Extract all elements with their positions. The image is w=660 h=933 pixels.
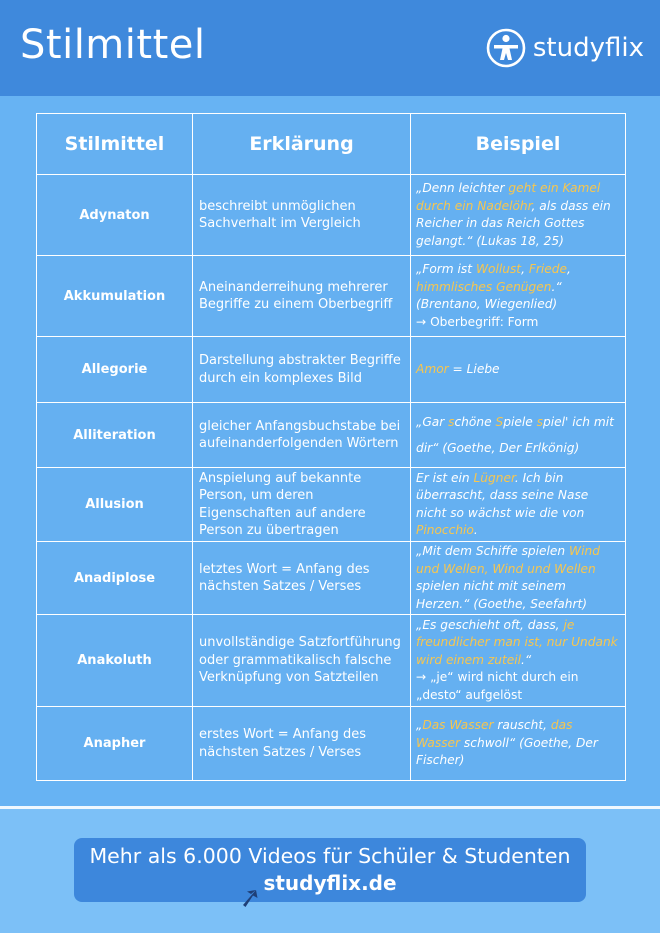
example-highlight: Friede	[528, 262, 567, 276]
example-highlight: Amor	[416, 361, 449, 376]
example-text: „	[416, 718, 423, 733]
explanation-cell: beschreibt unmöglichen Sachverhalt im Vergleich	[193, 175, 411, 256]
explanation-cell: Aneinanderreihung mehrerer Begriffe zu einem Oberbegriff	[193, 256, 411, 337]
example-text: piele	[503, 415, 537, 429]
stilmittel-table	[36, 113, 625, 780]
term-cell: Alliteration	[37, 403, 193, 468]
example-text: .“ (Brentano, Wiegenlied)	[416, 279, 562, 311]
table-row	[37, 256, 626, 337]
term-cell: Allegorie	[37, 337, 193, 403]
table-row	[37, 615, 626, 707]
brand-logo	[485, 26, 644, 70]
example-cell	[411, 707, 626, 781]
example-text: = Liebe	[448, 361, 500, 376]
explanation-cell: gleicher Anfangsbuchstabe bei aufeinanderfolgenden Wörtern	[193, 403, 411, 468]
table-row	[37, 468, 626, 542]
term-cell: Adynaton	[37, 175, 193, 256]
explanation-cell: Anspielung auf bekannte Person, um deren Eigenschaften auf andere Person zu übertragen	[193, 468, 411, 542]
example-text: , als dass ein Reicher in das Reich Gottes gelangt.“ (Lukas 18, 25)	[416, 198, 611, 248]
example-text: „Mit dem Schiffe spielen	[416, 544, 570, 558]
example-cell	[411, 615, 626, 707]
cursor-arrow-icon	[239, 883, 261, 909]
explanation-cell: letztes Wort = Anfang des nächsten Satzes / Verses	[193, 542, 411, 615]
brand-name: studyflix	[532, 33, 644, 63]
explanation-cell: unvollständige Satzfortführung oder grammatikalisch falsche Verknüpfung von Satzteilen	[193, 615, 411, 707]
example-text: → „je“ wird nicht durch ein „desto“ aufgelöst	[416, 670, 579, 702]
example-text: ,	[521, 262, 529, 276]
example-highlight: Pinocchio	[416, 523, 474, 537]
table-row	[37, 337, 626, 403]
example-highlight: geht ein Kamel durch ein Nadelöhr	[416, 181, 601, 213]
example-text: „Denn leichter	[416, 181, 509, 195]
example-highlight: S	[495, 415, 504, 429]
example-text: ,	[566, 262, 571, 276]
term-cell: Anadiplose	[37, 542, 193, 615]
example-text: „Es geschieht oft, dass,	[416, 617, 564, 632]
table-header-row	[37, 114, 626, 175]
term-cell: Anapher	[37, 707, 193, 781]
example-cell	[411, 256, 626, 337]
example-text: → Oberbegriff: Form	[416, 314, 539, 329]
example-cell	[411, 337, 626, 403]
table-row	[37, 707, 626, 781]
example-text: .“	[521, 652, 532, 667]
explanation-cell: erstes Wort = Anfang des nächsten Satzes / Verses	[193, 707, 411, 781]
example-highlight: Wind und Wellen, Wind und Wellen	[416, 544, 600, 576]
table-row	[37, 542, 626, 615]
cta-banner[interactable]	[74, 838, 586, 902]
column-header-beispiel: Beispiel	[411, 114, 626, 175]
term-cell: Anakoluth	[37, 615, 193, 707]
example-highlight: s	[536, 415, 543, 429]
example-highlight: himmlisches Genügen	[416, 279, 552, 294]
example-text: schwoll“ (Goethe, Der Fischer)	[416, 735, 598, 768]
example-text: chöne	[454, 415, 496, 429]
example-text: rauscht,	[493, 718, 551, 733]
example-text: „Gar	[416, 415, 449, 429]
cta-tagline: Mehr als 6.000 Videos für Schüler & Studenten	[89, 844, 571, 868]
example-text: spielen nicht mit seinem Herzen.“ (Goethe, Seefahrt)	[416, 579, 588, 611]
cta-link[interactable]: studyflix.de	[263, 871, 397, 895]
term-cell: Allusion	[37, 468, 193, 542]
column-header-erklaerung: Erklärung	[193, 114, 411, 175]
explanation-cell: Darstellung abstrakter Begriffe durch ein komplexes Bild	[193, 337, 411, 403]
example-cell	[411, 175, 626, 256]
example-highlight: das Wasser	[416, 718, 573, 750]
table-row	[37, 403, 626, 468]
example-highlight: Lügner	[473, 470, 515, 485]
example-text: .	[473, 523, 478, 537]
example-text: „Form ist	[416, 262, 476, 276]
studyflix-logo-icon	[485, 27, 527, 69]
example-highlight: s	[448, 415, 455, 429]
example-cell	[411, 468, 626, 542]
example-text: . Ich bin überrascht, dass seine Nase nicht so wächst wie die von	[416, 470, 589, 520]
example-highlight: Wollust	[475, 262, 522, 276]
header-bar	[0, 0, 660, 96]
page-title: Stilmittel	[20, 22, 206, 68]
example-text: Er ist ein	[416, 470, 474, 485]
example-cell	[411, 542, 626, 615]
example-highlight: Das Wasser	[422, 718, 494, 733]
example-text: piel' ich mit dir“ (Goethe, Der Erlkönig)	[416, 415, 614, 455]
example-cell	[411, 403, 626, 468]
example-highlight: je freundlicher man ist, nur Undank wird einem zuteil	[416, 617, 618, 667]
term-cell: Akkumulation	[37, 256, 193, 337]
table-row	[37, 175, 626, 256]
column-header-stilmittel: Stilmittel	[37, 114, 193, 175]
